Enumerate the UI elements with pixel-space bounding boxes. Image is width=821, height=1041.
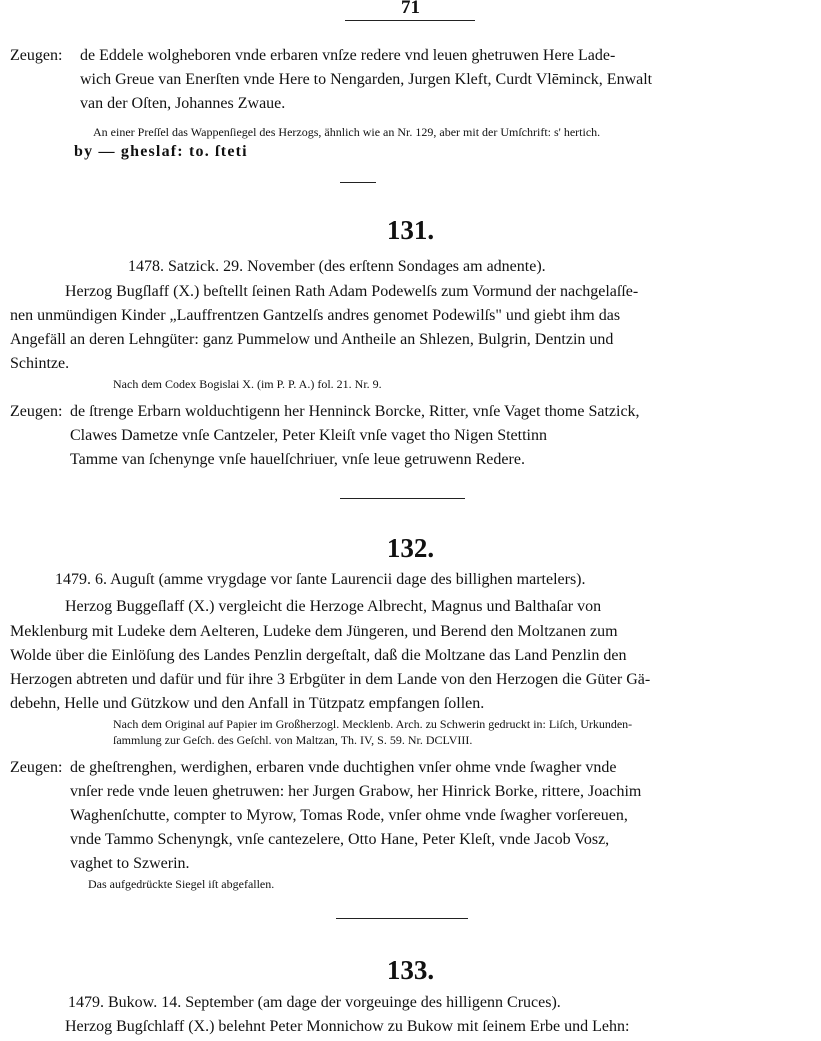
zeugen-line: vaghet to Szwerin.	[70, 855, 190, 872]
entry-number: 133.	[386, 955, 435, 985]
body-line: debehn, Helle und Gützkow und den Anfall in Tützpatz empfangen ſollen.	[10, 695, 485, 712]
seal-inscription: by — gheslaf: to. ſteti	[74, 143, 248, 160]
source-note: Nach dem Original auf Papier im Großherzogl. Mecklenb. Arch. zu Schwerin gedruckt in: Liſch, Urkunden-	[113, 717, 633, 731]
dateline: 1479. 6. Auguſt (amme vrygdage vor ſante Laurencii dage des billighen martelers).	[55, 571, 586, 588]
dateline: 1478. Satzick. 29. November (des erſtenn Sondages am adnente).	[128, 258, 546, 275]
zeugen-line: vnſer rede vnde leuen ghetruwen: her Jurgen Grabow, her Hinrick Borke, rittere, Joachim	[70, 783, 642, 800]
source-note: Nach dem Codex Bogislai X. (im P. P. A.) fol. 21. Nr. 9.	[113, 377, 382, 391]
header-rule	[345, 20, 475, 21]
body-line: Wolde über die Einlöſung des Landes Penzlin dergeſtalt, daß die Moltzane das Land Penzlin den	[10, 647, 627, 664]
entry-number: 132.	[386, 533, 435, 563]
dateline: 1479. Bukow. 14. September (am dage der vorgeuinge des hilligenn Cruces).	[68, 994, 561, 1011]
zeugen-line: Tamme van ſchenynge vnſe hauelſchriuer, vnſe leue getruwenn Redere.	[70, 451, 525, 468]
entry-number: 131.	[386, 215, 435, 245]
body-line: Herzog Bugſlaff (X.) beſtellt ſeinen Rath Adam Podewelſs zum Vormund der nachgelaſſe-	[65, 283, 639, 300]
body-line: Angefäll an deren Lehngüter: ganz Pummelow und Antheile an Shlezen, Bulgrin, Dentzin und	[10, 331, 614, 348]
seal-note: An einer Preſſel das Wappenſiegel des Herzogs, ähnlich wie an Nr. 129, aber mit der Umſchrift: s' hertich.	[93, 125, 601, 139]
zeugen-label: Zeugen:	[10, 403, 63, 420]
zeugen-line: van der Oſten, Johannes Zwaue.	[80, 95, 286, 112]
body-line: Schintze.	[10, 355, 70, 372]
zeugen-line: vnde Tammo Schenyngk, vnſe cantezelere, Otto Hane, Peter Kleſt, vnde Jacob Vosz,	[70, 831, 610, 848]
zeugen-label: Zeugen:	[10, 759, 63, 776]
zeugen-line: wich Greue van Enerſten vnde Here to Nengarden, Jurgen Kleft, Curdt Vlēminck, Enwalt	[80, 71, 653, 88]
zeugen-line: de Eddele wolgheboren vnde erbaren vnſze redere vnd leuen ghetruwen Here Lade-	[80, 47, 616, 64]
separator	[340, 498, 465, 499]
zeugen-line: de ſtrenge Erbarn wolduchtigenn her Henninck Borcke, Ritter, vnſe Vaget thome Satzick,	[70, 403, 640, 420]
zeugen-line: Clawes Dametze vnſe Cantzeler, Peter Kleiſt vnſe vaget tho Nigen Stettinn	[70, 427, 547, 444]
body-line: Herzogen abtreten und dafür und für ihre 3 Erbgüter in dem Lande von den Herzogen die Güter Gä-	[10, 671, 651, 688]
body-line: Herzog Bugſchlaff (X.) belehnt Peter Monnichow zu Bukow mit ſeinem Erbe und Lehn:	[65, 1018, 630, 1035]
separator	[336, 918, 468, 919]
body-line: Herzog Buggeſlaff (X.) vergleicht die Herzoge Albrecht, Magnus und Balthaſar von	[65, 598, 602, 615]
body-line: Meklenburg mit Ludeke dem Aelteren, Ludeke dem Jüngeren, und Berend den Moltzanen zum	[10, 623, 618, 640]
source-note: ſammlung zur Geſch. des Geſchl. von Maltzan, Th. IV, S. 59. Nr. DCLVIII.	[113, 733, 473, 747]
separator-short	[340, 182, 376, 183]
zeugen-line: Waghenſchutte, compter to Myrow, Tomas Rode, vnſer ohme vnde ſwagher vorſereuen,	[70, 807, 628, 824]
seal-note: Das aufgedrückte Siegel iſt abgefallen.	[88, 877, 275, 891]
zeugen-line: de gheſtrenghen, werdighen, erbaren vnde duchtighen vnſer ohme vnde ſwagher vnde	[70, 759, 617, 776]
body-line: nen unmündigen Kinder „Lauffrentzen Gantzelſs andres genomet Podewilſs" und giebt ihm das	[10, 307, 621, 324]
zeugen-label: Zeugen:	[10, 47, 63, 64]
page-number: 71	[401, 0, 420, 18]
